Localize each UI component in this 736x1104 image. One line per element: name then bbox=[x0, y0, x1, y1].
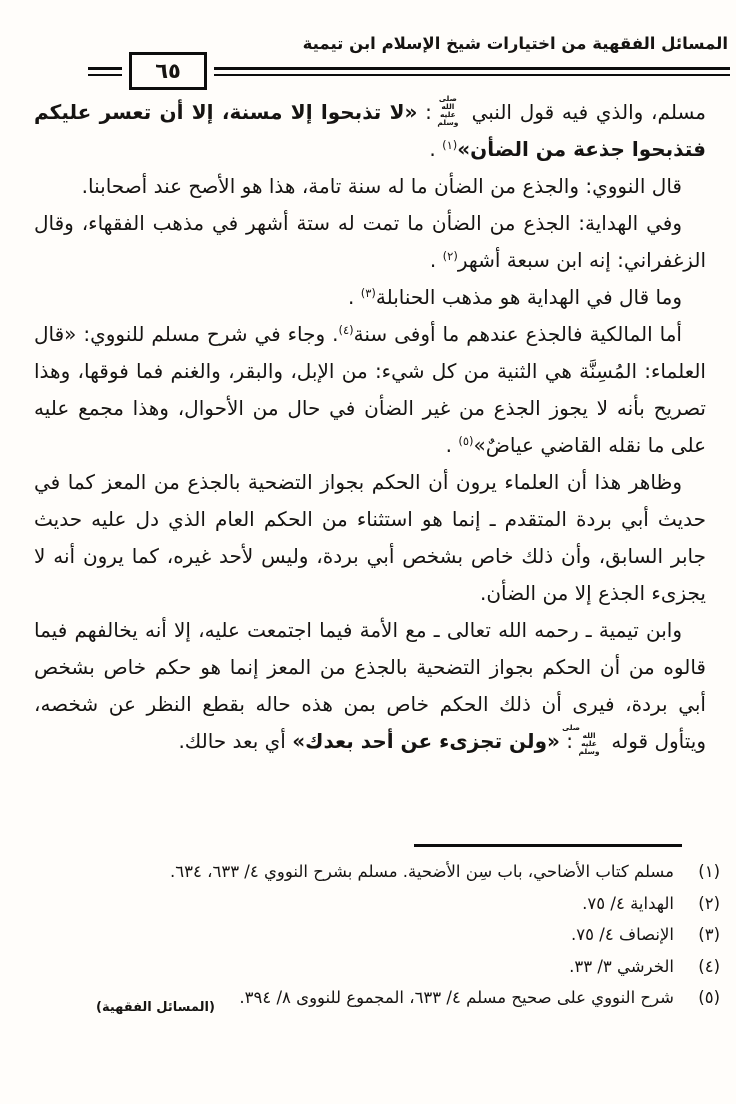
paragraph-text: وفي الهداية: الجذع من الضأن ما تمت له ستة أشهر في مذهب الفقهاء، وقال الزغفراني: إنه ابن سبعة أشهر bbox=[34, 211, 706, 272]
pbuh-symbol: صلى الله عليه وسلم bbox=[562, 723, 600, 756]
paragraph-text: . bbox=[429, 137, 443, 161]
footnotes-section bbox=[34, 856, 720, 1014]
paragraph-7 bbox=[34, 612, 706, 760]
paragraph-text: مسلم، والذي فيه قول النبي bbox=[463, 100, 706, 124]
header-rule-right-segment bbox=[214, 67, 730, 76]
paragraph-text: أما المالكية فالجذع عندهم ما أوفى سنة bbox=[353, 322, 682, 346]
footnote-row bbox=[34, 951, 720, 983]
paragraph-text: وابن تيمية ـ رحمه الله تعالى ـ مع الأمة فيما اجتمعت عليه، إلا أنه يخالفهم فيما قالوه من أن الحكم بجواز التضحية بالجذع من المعز إنما هو حكم خاص بشخص أبي بردة، فيرى أن ذلك الحكم خاص بمن هذه حاله بقطع النظر عن شخصه، ويتأول قوله bbox=[34, 618, 706, 753]
footnote-ref-1: (١) bbox=[442, 138, 458, 152]
footnote-number: (٥) bbox=[698, 988, 720, 1007]
running-title: المسائل الفقهية من اختيارات شيخ الإسلام ابن تيمية bbox=[302, 34, 728, 53]
footnote-number: (٣) bbox=[698, 925, 720, 944]
paragraph-text: : bbox=[559, 729, 574, 753]
paragraph-text: قال النووي: والجذع من الضأن ما له سنة تامة، هذا هو الأصح عند أصحابنا. bbox=[81, 174, 682, 198]
catchword: (المسائل الفقهية) bbox=[96, 1000, 215, 1015]
page-number: ٦٥ bbox=[155, 59, 181, 83]
paragraph-4 bbox=[34, 279, 706, 316]
footnote-ref-2: (٢) bbox=[442, 249, 458, 263]
paragraph-text: وما قال في الهداية هو مذهب الحنابلة bbox=[375, 285, 682, 309]
paragraph-text: وظاهر هذا أن العلماء يرون أن الحكم بجواز التضحية بالجذع من المعز كما في حديث أبي بردة المتقدم ـ إنما هو استثناء من الحكم العام الذي دل عليه حديث جابر السابق، وأن ذلك خاص بشخص أبي بردة، وليس لأحد غيره، كما يرون أنه لا يجزىء الجذع إلا من الضأن. bbox=[34, 470, 706, 605]
paragraph-text: . bbox=[445, 433, 459, 457]
page-body bbox=[34, 94, 706, 760]
footnote-ref-4: (٤) bbox=[338, 323, 354, 337]
hadith-quote: «ولن تجزىء عن أحد بعدك» bbox=[292, 729, 560, 753]
header-rule bbox=[88, 52, 730, 90]
footnote-ref-3: (٣) bbox=[360, 286, 376, 300]
footnote-number: (٤) bbox=[698, 956, 720, 976]
footnote-number: (١) bbox=[698, 862, 720, 881]
paragraph-5 bbox=[34, 316, 706, 464]
footnote-text: مسلم كتاب الأضاحي، باب سِن الأضحية. مسلم بشرح النووي ٤/ ٦٣٣، ٦٣٤. bbox=[170, 862, 674, 881]
hadith-quote: «لا تذبحوا إلا مسنة، إلا أن تعسر عليكم فتذبحوا جذعة من الضأن» bbox=[34, 100, 706, 161]
paragraph-text: : bbox=[417, 100, 432, 124]
header-rule-left-segment bbox=[88, 67, 122, 76]
footnote-text: الخرشي ٣/ ٣٣. bbox=[569, 956, 674, 976]
paragraph-text: . bbox=[429, 248, 443, 272]
footnote-text: الهداية ٤/ ٧٥. bbox=[582, 893, 674, 913]
paragraph-text: . وجاء في شرح مسلم للنووي: «قال العلماء: المُسِنَّة هي الثنية من كل شيء: من الإبل، والبقر، والغنم فما فوقها، وهذا تصريح بأنه لا يجوز الجذع من غير الضأن في حال من الأحوال، وهذا مجمع عليه على ما نقله القاضي عياضٌ» bbox=[34, 322, 706, 457]
page-number-box bbox=[129, 52, 207, 90]
footnote-number: (٢) bbox=[698, 893, 720, 913]
footnote-separator bbox=[414, 844, 682, 847]
paragraph-text: أي بعد حالك. bbox=[178, 729, 293, 753]
footnote-row bbox=[34, 919, 720, 951]
footnote-text: الإنصاف ٤/ ٧٥. bbox=[571, 925, 674, 944]
footnote-text: شرح النووي على صحيح مسلم ٤/ ٦٣٣، المجموع للنووى ٨/ ٣٩٤. bbox=[239, 988, 674, 1007]
footnote-row bbox=[34, 888, 720, 920]
paragraph-3 bbox=[34, 205, 706, 279]
pbuh-symbol: صلى الله عليه وسلم bbox=[437, 94, 459, 127]
paragraph-6 bbox=[34, 464, 706, 612]
paragraph-1 bbox=[34, 94, 706, 168]
paragraph-text: . bbox=[347, 285, 361, 309]
footnote-row bbox=[34, 856, 720, 888]
paragraph-2 bbox=[34, 168, 706, 205]
footnote-ref-5: (٥) bbox=[458, 434, 474, 448]
